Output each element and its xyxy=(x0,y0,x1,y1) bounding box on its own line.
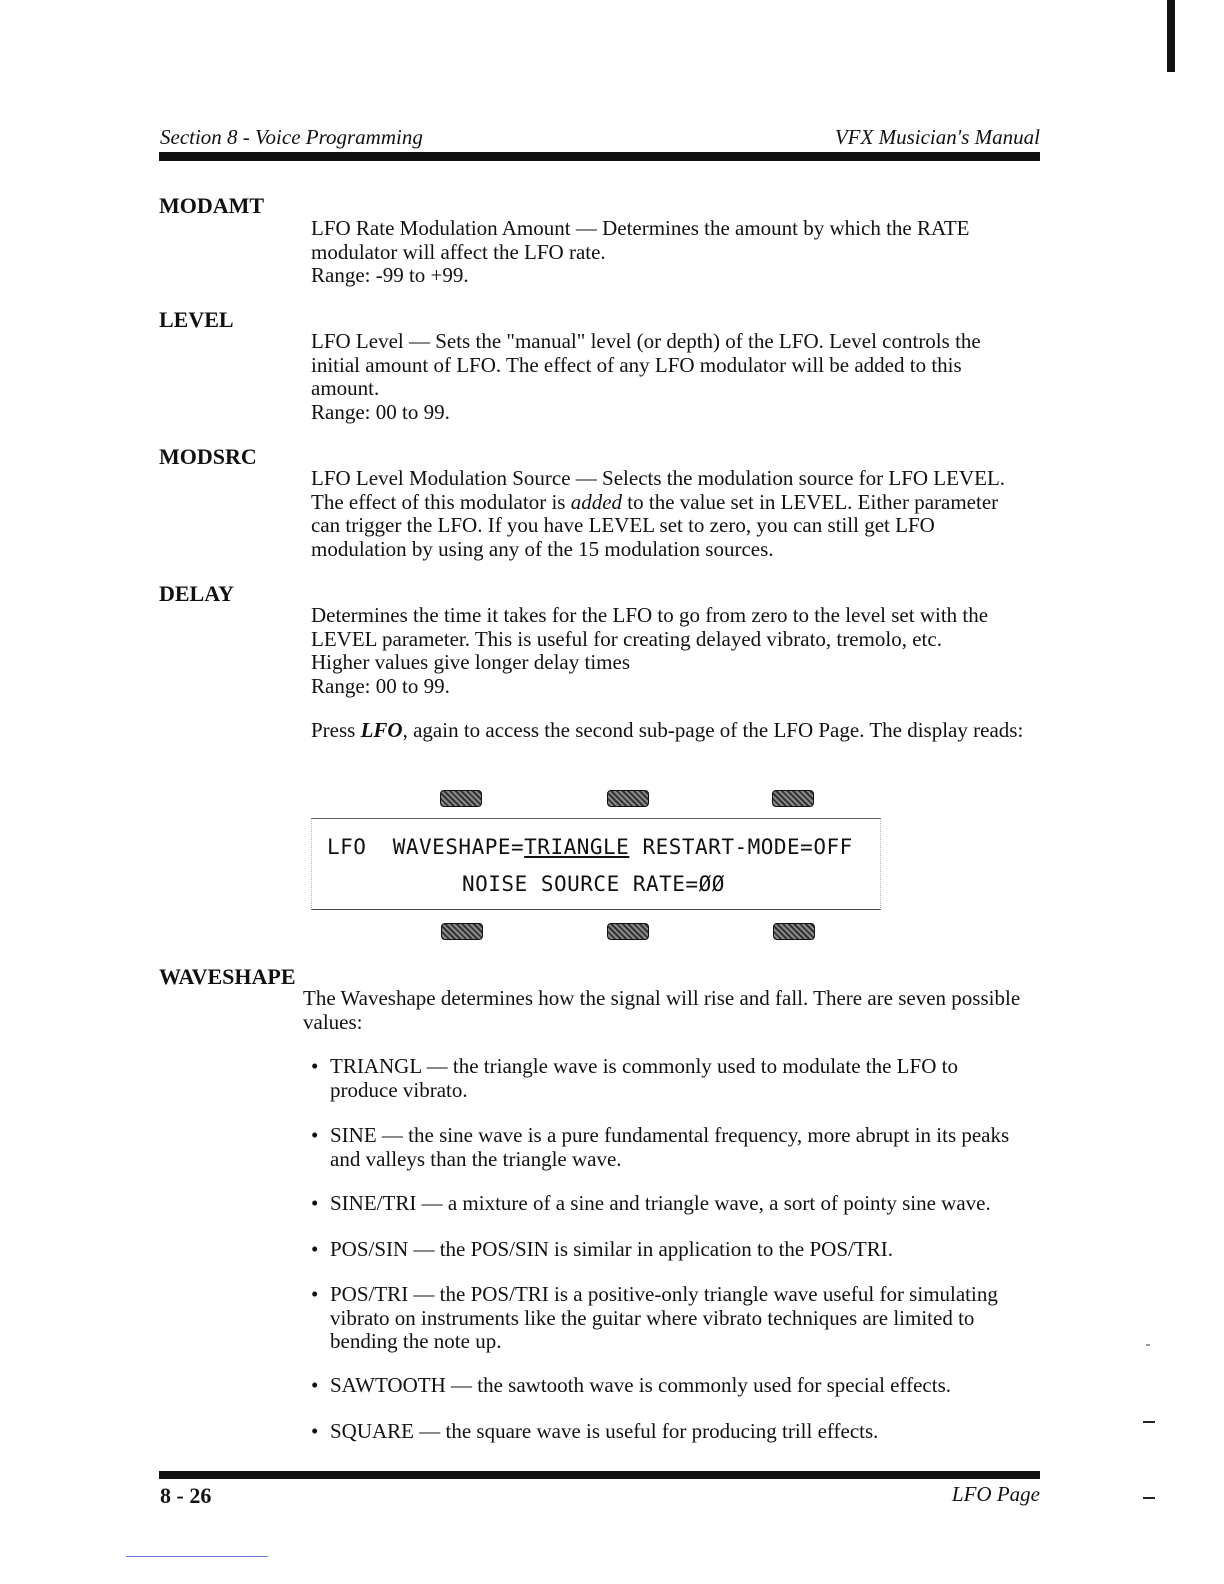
press-lfo-paragraph xyxy=(311,719,1046,743)
list-item xyxy=(311,1283,1041,1354)
param-term-delay: DELAY xyxy=(159,581,234,606)
list-item xyxy=(311,1374,1046,1398)
list-item-text: POS/SIN — the POS/SIN is similar in application to the POS/TRI. xyxy=(330,1237,893,1261)
header-section-title: Section 8 - Voice Programming xyxy=(160,125,423,149)
footer-rule xyxy=(159,1471,1040,1479)
param-desc-text xyxy=(311,491,1031,562)
footer-page-title: LFO Page xyxy=(951,1482,1040,1506)
list-item-text: TRIANGL — the triangle wave is commonly used to modulate the LFO to produce vibrato. xyxy=(330,1054,958,1102)
press-lfo-text xyxy=(311,719,1031,743)
bullet-glyph: • xyxy=(311,1237,319,1261)
soft-button-top-left[interactable] xyxy=(440,790,482,807)
param-term-waveshape: WAVESHAPE xyxy=(159,964,296,989)
param-desc-text: LFO Level — Sets the "manual" level (or depth) of the LFO. Level controls the initial amount of LFO. The effect of any LFO modulator will be added to this amount. xyxy=(311,329,981,400)
press-after: , again to access the second sub-page of the LFO Page. The display reads: xyxy=(402,718,1024,742)
param-term-level: LEVEL xyxy=(159,307,234,332)
soft-button-bottom-center[interactable] xyxy=(607,923,649,940)
list-item-text: SAWTOOTH — the sawtooth wave is commonly used for special effects. xyxy=(330,1373,951,1397)
bullet-glyph: • xyxy=(311,1282,319,1306)
param-desc-text: Determines the time it takes for the LFO to go from zero to the level set with the LEVEL parameter. This is useful for creating delayed vibrato, tremolo, etc. xyxy=(311,603,989,651)
soft-button-bottom-right[interactable] xyxy=(773,923,815,940)
soft-button-top-center[interactable] xyxy=(607,790,649,807)
list-item-text: SINE/TRI — a mixture of a sine and triangle wave, a sort of pointy sine wave. xyxy=(330,1191,991,1215)
list-item xyxy=(311,1124,1011,1171)
param-desc-level xyxy=(311,330,1046,424)
param-range: Range: 00 to 99. xyxy=(311,673,450,698)
param-range: Range: -99 to +99. xyxy=(311,263,469,287)
lcd-restart-mode: RESTART-MODE=OFF xyxy=(629,835,853,859)
bullet-glyph: • xyxy=(311,1419,319,1443)
page-number: 8 - 26 xyxy=(160,1483,212,1508)
param-desc-text: LFO Level Modulation Source — Selects the modulation source for LFO LEVEL. xyxy=(311,466,1006,490)
header-rule xyxy=(159,152,1040,161)
list-item-text: SQUARE — the square wave is useful for producing trill effects. xyxy=(330,1419,879,1443)
param-term-modamt: MODAMT xyxy=(159,193,265,218)
param-desc-fragment: The effect of this modulator is xyxy=(311,489,571,514)
bullet-glyph: • xyxy=(311,1373,319,1397)
lfo-key-name: LFO xyxy=(360,718,403,742)
margin-tick xyxy=(1143,1421,1155,1423)
param-range: Range: 00 to 99. xyxy=(311,399,450,424)
margin-tick xyxy=(1143,1497,1155,1499)
lcd-line-1 xyxy=(327,835,853,859)
bullet-glyph: • xyxy=(311,1123,319,1147)
param-desc-delay xyxy=(311,604,1046,698)
margin-tick xyxy=(1146,1344,1150,1346)
lcd-waveshape-value: TRIANGLE xyxy=(524,835,630,859)
lcd-waveshape-label: LFO WAVESHAPE= xyxy=(327,835,525,859)
bullet-glyph: • xyxy=(311,1191,319,1215)
list-item xyxy=(311,1238,1046,1262)
press-before: Press xyxy=(311,718,361,742)
bullet-glyph: • xyxy=(311,1054,319,1078)
waveshape-intro: The Waveshape determines how the signal will rise and fall. There are seven possible values: xyxy=(303,986,1021,1034)
lcd-display xyxy=(311,818,881,910)
list-item xyxy=(311,1055,1011,1102)
lcd-line-2: NOISE SOURCE RATE=ØØ xyxy=(462,872,725,896)
list-item xyxy=(311,1192,1046,1216)
list-item-text: POS/TRI — the POS/TRI is a positive-only triangle wave useful for simulating vibrato on instruments like the guitar where vibrato techniques are limited to bending the note up. xyxy=(330,1282,998,1353)
param-desc-modamt xyxy=(311,217,1046,288)
param-desc-modsrc xyxy=(311,467,1046,561)
soft-button-bottom-left[interactable] xyxy=(441,923,483,940)
list-item-text: SINE — the sine wave is a pure fundamental frequency, more abrupt in its peaks and valleys than the triangle wave. xyxy=(330,1123,1010,1171)
page-edge-bar xyxy=(1167,0,1175,72)
scan-artifact-line xyxy=(126,1556,268,1557)
header-manual-title: VFX Musician's Manual xyxy=(834,125,1040,149)
param-desc-fragment: to the value set in LEVEL. Either parameter can trigger the LFO. If you have LEVEL set to zero, you can still get LFO modulation by using any of the 15 modulation sources. xyxy=(311,489,999,561)
param-term-modsrc: MODSRC xyxy=(159,444,257,469)
soft-button-top-right[interactable] xyxy=(772,790,814,807)
param-desc-text: LFO Rate Modulation Amount — Determines the amount by which the RATE modulator will affect the LFO rate. xyxy=(311,216,970,264)
emphasis-added: added xyxy=(570,489,623,514)
list-item xyxy=(311,1420,1046,1444)
param-desc-text: Higher values give longer delay times xyxy=(311,650,630,674)
